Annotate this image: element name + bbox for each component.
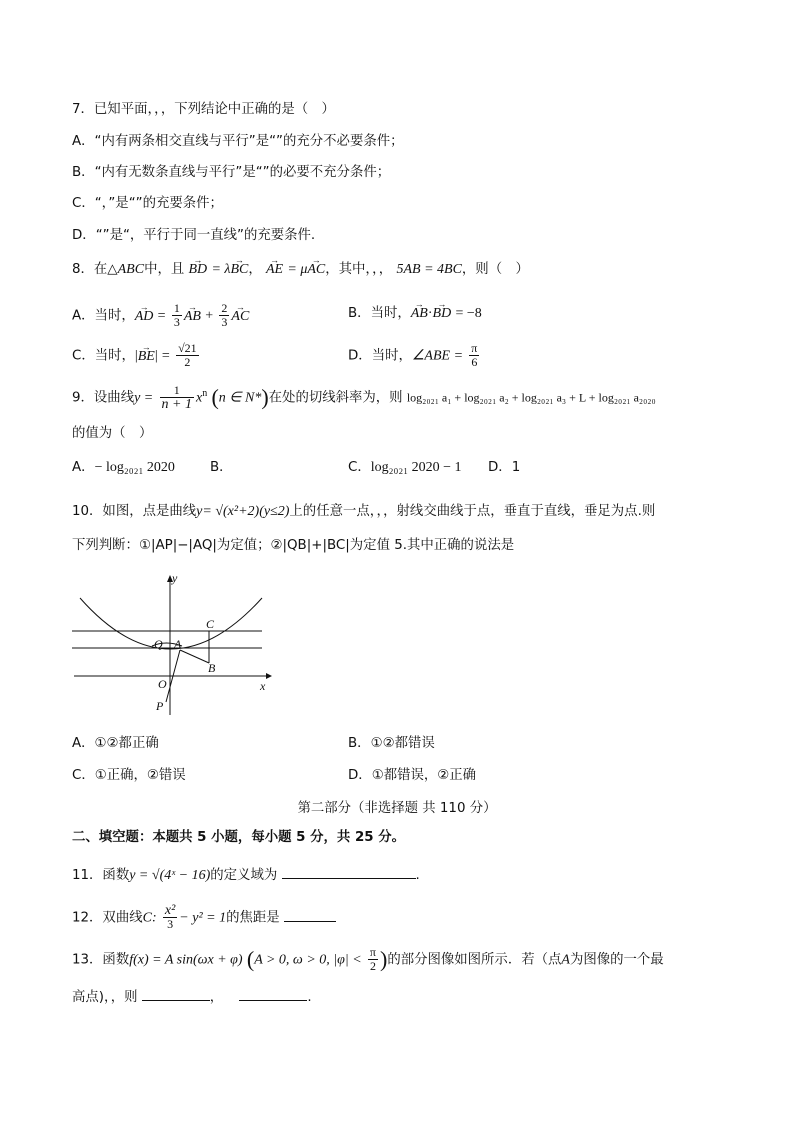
q8-option-b: B．当时，→ AB·→ BD = −8: [348, 304, 482, 324]
section2-heading: 二、填空题：本题共 5 小题，每小题 5 分，共 25 分。: [72, 830, 406, 845]
label-p: P: [156, 699, 164, 713]
q8-option-c: C．当时，|→ BE| = $\frac{√21}{2}$: [72, 342, 201, 372]
label-y: y: [172, 571, 178, 585]
label-b: B: [208, 661, 216, 675]
q10-option-a: A．①②都正确: [72, 736, 159, 751]
q13-line1: 13．函数f(x) = A sin(ωx + φ) (A > 0, ω > 0, |φ| < $\frac{\pi}{2}$ )的部分图像如图所示．若（点A为图像的一个最: [72, 945, 664, 973]
label-q: Q: [154, 637, 163, 651]
q9-stem-end: 的值为（ ）: [72, 426, 153, 441]
q8-option-a: A．当时，→ AD = $\frac{1}{3}$ → AB + $\frac{2}{3}$ → AC: [72, 302, 249, 328]
parabola-figure: [66, 570, 276, 720]
q7-option-d: D．“”是“，平行于同一直线”的充要条件.: [72, 228, 316, 243]
q11-answer-blank[interactable]: [282, 864, 416, 879]
q10-stem-line2: 下列判断：①|AP|−|AQ|为定值；②|QB|+|BC|为定值 5.其中正确的说法是: [72, 538, 515, 553]
q10-option-d: D．①都错误，②正确: [348, 768, 477, 783]
label-a: A: [174, 637, 182, 651]
q12: 12．双曲线C: $\frac{\text{x²}}{3}$ − y² = 1的焦距是: [72, 904, 336, 930]
q13-answer-blank-2[interactable]: [239, 986, 307, 1001]
q13-answer-blank-1[interactable]: [142, 986, 210, 1001]
q13-line2: 高点)，，则 ， .: [72, 986, 312, 1008]
q7-option-b: B．“内有无数条直线与平行”是“”的必要不充分条件；: [72, 165, 391, 180]
label-c: C: [206, 617, 215, 631]
q7-option-c: C．“，”是“”的充要条件；: [72, 196, 223, 211]
q8-option-d: D．当时，∠ABE = $\frac{\pi}{6}$: [348, 341, 478, 369]
q10-option-b: B．①②都错误: [348, 736, 435, 751]
q7-stem: 7．已知平面，，，下列结论中正确的是（ ）: [72, 102, 335, 117]
q9-option-b: B．: [210, 460, 233, 475]
q7-option-a: A．“内有两条相交直线与平行”是“”的充分不必要条件；: [72, 134, 404, 149]
q10-stem: 10．如图，点是曲线y= √(x²+2)(y≤2)上的任意一点，，，射线交曲线于点，垂直于直线，垂足为点.则: [72, 504, 656, 519]
q12-answer-blank[interactable]: [284, 907, 336, 922]
q9-option-c: C．log₂₀₂₁ 2020 − 1: [348, 460, 462, 475]
part2-heading: 第二部分（非选择题 共 110 分）: [297, 801, 497, 816]
label-x: x: [260, 679, 266, 693]
q10-option-c: C．①正确，②错误: [72, 768, 186, 783]
q9-option-a: A．− log₂₀₂₁ 2020: [72, 460, 175, 475]
q9-stem: 9．设曲线y = $\frac{1}{n + 1}$ $x^n$ (n ∈ N*)在处的切线斜率为，则 log₂₀₂₁ a₁ + log₂₀₂₁ a₂ + log₂₀₂₁ a₃ + L + log₂₀₂₁ a₂₀₂₀: [72, 383, 656, 412]
q11: 11．函数y = √(4ˣ − 16)的定义域为 .: [72, 864, 420, 886]
q8-stem: 8．在△ABC中，且 → BD = λ→ BC， → AE = μ→ AC，其中，，， 5AB = 4BC，则（ ）: [72, 260, 529, 280]
q9-option-d: D．1: [488, 460, 521, 475]
label-o: O: [158, 677, 167, 691]
